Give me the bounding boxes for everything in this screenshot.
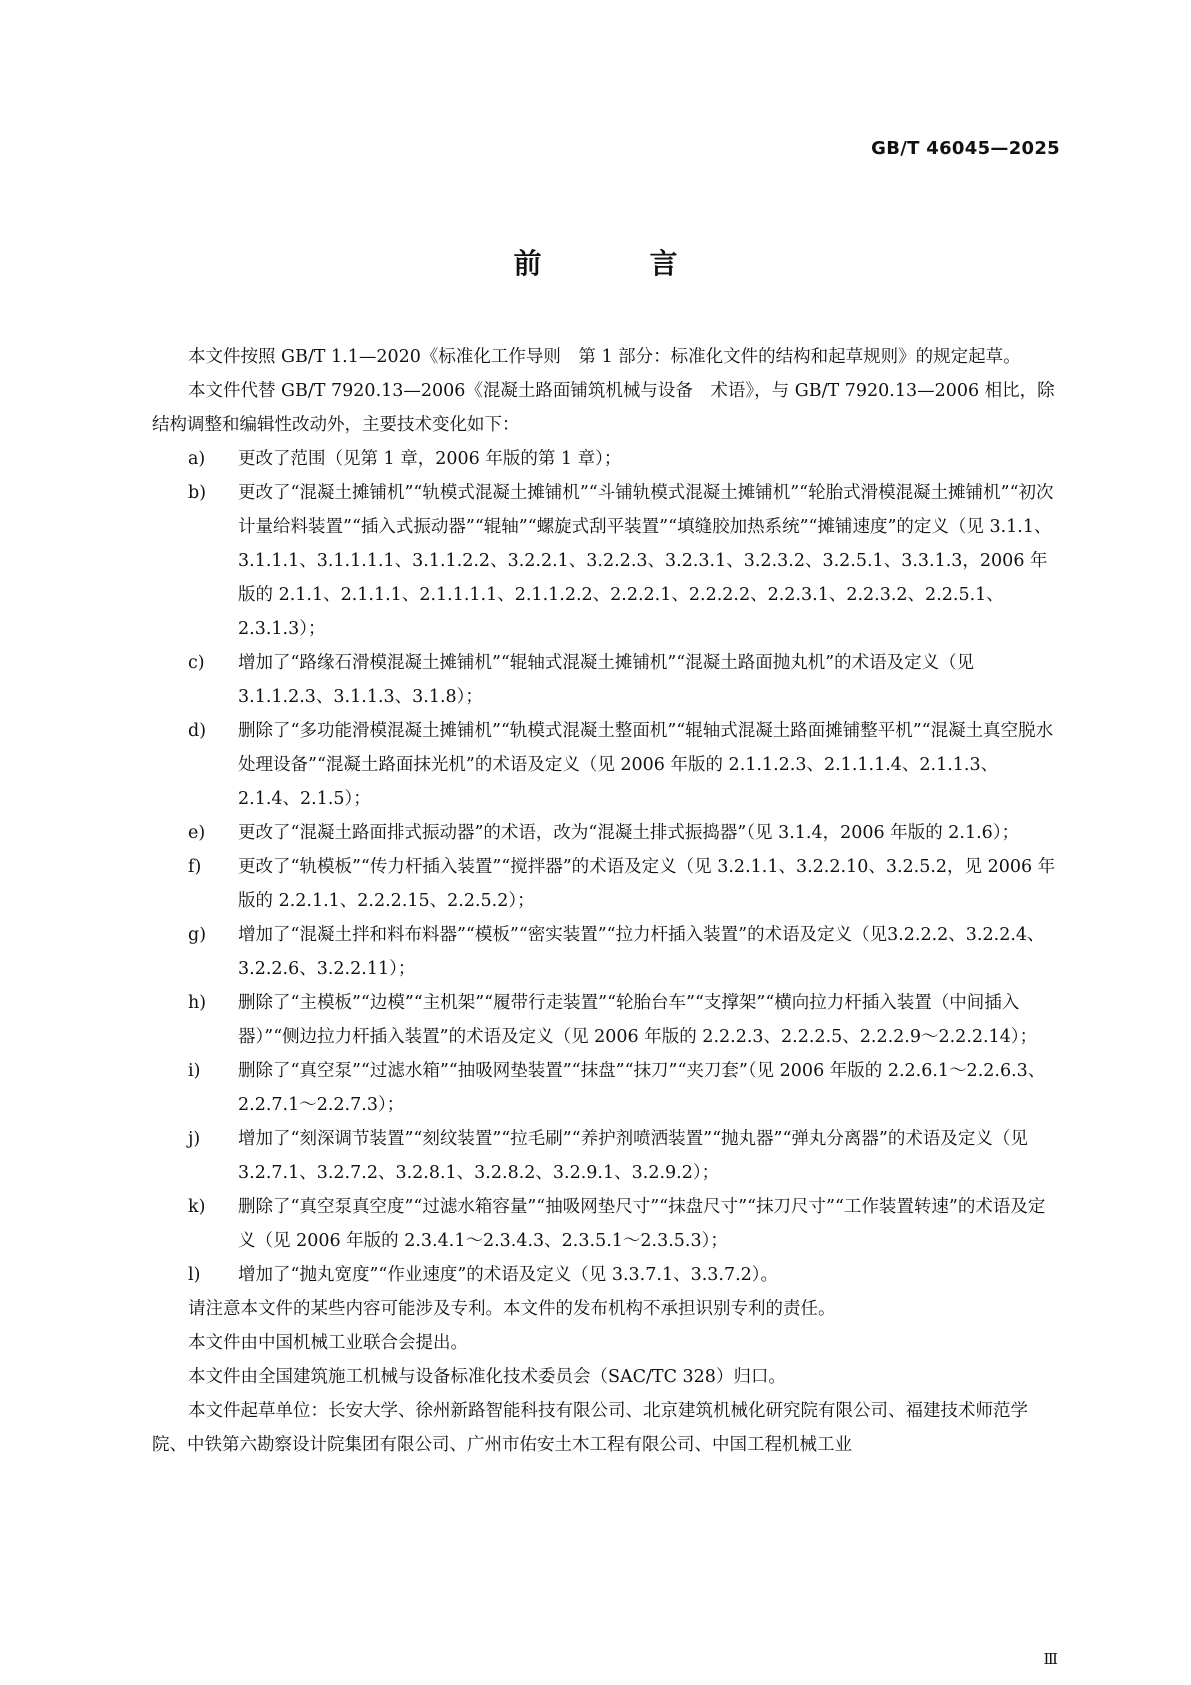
change-item-c	[188, 646, 1058, 714]
item-text: 删除了“真空泵真空度”“过滤水箱容量”“抽吸网垫尺寸”“抹盘尺寸”“抹刀尺寸”“工作装置转速”的术语及定义（见 2006 年版的 2.3.4.1～2.3.4.3、2.3.5.1～2.3.5.3）；	[238, 1197, 1046, 1251]
intro-paragraph-2: 本文件代替 GB/T 7920.13—2006《混凝土路面铺筑机械与设备 术语》，与 GB/T 7920.13—2006 相比，除结构调整和编辑性改动外，主要技术变化如下：	[152, 381, 1055, 435]
item-text: 删除了“多功能滑模混凝土摊铺机”“轨模式混凝土整面机”“辊轴式混凝土路面摊铺整平机”“混凝土真空脱水处理设备”“混凝土路面抹光机”的术语及定义（见 2006 年版的 2.1.1.2.3、2.1.1.1.4、2.1.1.3、2.1.4、2.1.5）；	[238, 721, 1054, 809]
change-item-j	[188, 1122, 1058, 1190]
page-number: Ⅲ	[1043, 1650, 1057, 1668]
change-item-l	[188, 1258, 1058, 1292]
changes-list	[152, 442, 1058, 1292]
change-item-d	[188, 714, 1058, 816]
item-text: 增加了“路缘石滑模混凝土摊铺机”“辊轴式混凝土摊铺机”“混凝土路面抛丸机”的术语及定义（见 3.1.1.2.3、3.1.1.3、3.1.8）；	[238, 653, 975, 707]
item-label: c)	[188, 653, 205, 673]
item-text: 删除了“主模板”“边模”“主机架”“履带行走装置”“轮胎台车”“支撑架”“横向拉力杆插入装置（中间插入器）”“侧边拉力杆插入装置”的术语及定义（见 2006 年版的 2.2.2.3、2.2.2.5、2.2.2.9～2.2.2.14）；	[238, 993, 1038, 1047]
change-item-i	[188, 1054, 1058, 1122]
change-item-g	[188, 918, 1058, 986]
item-text: 增加了“抛丸宽度”“作业速度”的术语及定义（见 3.3.7.1、3.3.7.2）。	[238, 1265, 779, 1285]
item-label: f)	[188, 857, 202, 877]
item-text: 更改了“混凝土路面排式振动器”的术语，改为“混凝土排式振捣器”（见 3.1.4，2006 年版的 2.1.6）；	[238, 823, 1020, 843]
item-text: 更改了“混凝土摊铺机”“轨模式混凝土摊铺机”“斗铺轨模式混凝土摊铺机”“轮胎式滑模混凝土摊铺机”“初次计量给料装置”“插入式振动器”“辊轴”“螺旋式刮平装置”“填缝胶加热系统”“摊铺速度”的定义（见 3.1.1、3.1.1.1、3.1.1.1.1、3.1.1.2.2、3.2.2.1、3.2.2.3、3.2.3.1、3.2.3.2、3.2.5.1、3.3.1.3，2006 年版的 2.1.1、2.1.1.1、2.1.1.1.1、2.1.1.2.2、2.2.2.1、2.2.2.2、2.2.3.1、2.2.3.2、2.2.5.1、2.3.1.3）；	[238, 483, 1054, 639]
item-label: h)	[188, 993, 207, 1013]
item-label: e)	[188, 823, 206, 843]
item-text: 删除了“真空泵”“过滤水箱”“抽吸网垫装置”“抹盘”“抹刀”“夹刀套”（见 2006 年版的 2.2.6.1～2.2.6.3、2.2.7.1～2.2.7.3）；	[238, 1061, 1046, 1115]
item-text: 增加了“刻深调节装置”“刻纹装置”“拉毛刷”“养护剂喷洒装置”“抛丸器”“弹丸分离器”的术语及定义（见 3.2.7.1、3.2.7.2、3.2.8.1、3.2.8.2、3.2.9.1、3.2.9.2）；	[238, 1129, 1028, 1183]
item-label: j)	[188, 1129, 201, 1149]
change-item-k	[188, 1190, 1058, 1258]
item-label: b)	[188, 483, 207, 503]
item-text: 更改了“轨模板”“传力杆插入装置”“搅拌器”的术语及定义（见 3.2.1.1、3.2.2.10、3.2.5.2，见 2006 年版的 2.2.1.1、2.2.2.15、2.2.5.2）；	[238, 857, 1056, 911]
item-text: 更改了范围（见第 1 章，2006 年版的第 1 章）；	[238, 449, 622, 469]
change-item-e	[188, 816, 1058, 850]
standard-code: GB/T 46045—2025	[871, 138, 1060, 159]
item-label: a)	[188, 449, 206, 469]
committee-paragraph: 本文件由全国建筑施工机械与设备标准化技术委员会（SAC/TC 328）归口。	[188, 1367, 786, 1387]
page-title: 前 言	[513, 247, 718, 280]
proposer-paragraph: 本文件由中国机械工业联合会提出。	[188, 1333, 468, 1353]
change-item-h	[188, 986, 1058, 1054]
item-label: g)	[188, 925, 207, 945]
change-item-f	[188, 850, 1058, 918]
change-item-b	[188, 476, 1058, 646]
item-label: i)	[188, 1061, 201, 1081]
item-label: d)	[188, 721, 207, 741]
item-label: l)	[188, 1265, 201, 1285]
intro-paragraph-1: 本文件按照 GB/T 1.1—2020《标准化工作导则 第 1 部分：标准化文件的结构和起草规则》的规定起草。	[188, 347, 1021, 367]
change-item-a	[188, 442, 1058, 476]
drafters-paragraph: 本文件起草单位：长安大学、徐州新路智能科技有限公司、北京建筑机械化研究院有限公司、福建技术师范学院、中铁第六勘察设计院集团有限公司、广州市佑安土木工程有限公司、中国工程机械工业	[152, 1401, 1028, 1455]
document-body	[152, 340, 1058, 1462]
item-text: 增加了“混凝土拌和料布料器”“模板”“密实装置”“拉力杆插入装置”的术语及定义（见3.2.2.2、3.2.2.4、3.2.2.6、3.2.2.11）；	[238, 925, 1045, 979]
patent-notice: 请注意本文件的某些内容可能涉及专利。本文件的发布机构不承担识别专利的责任。	[188, 1299, 836, 1319]
item-label: k)	[188, 1197, 206, 1217]
